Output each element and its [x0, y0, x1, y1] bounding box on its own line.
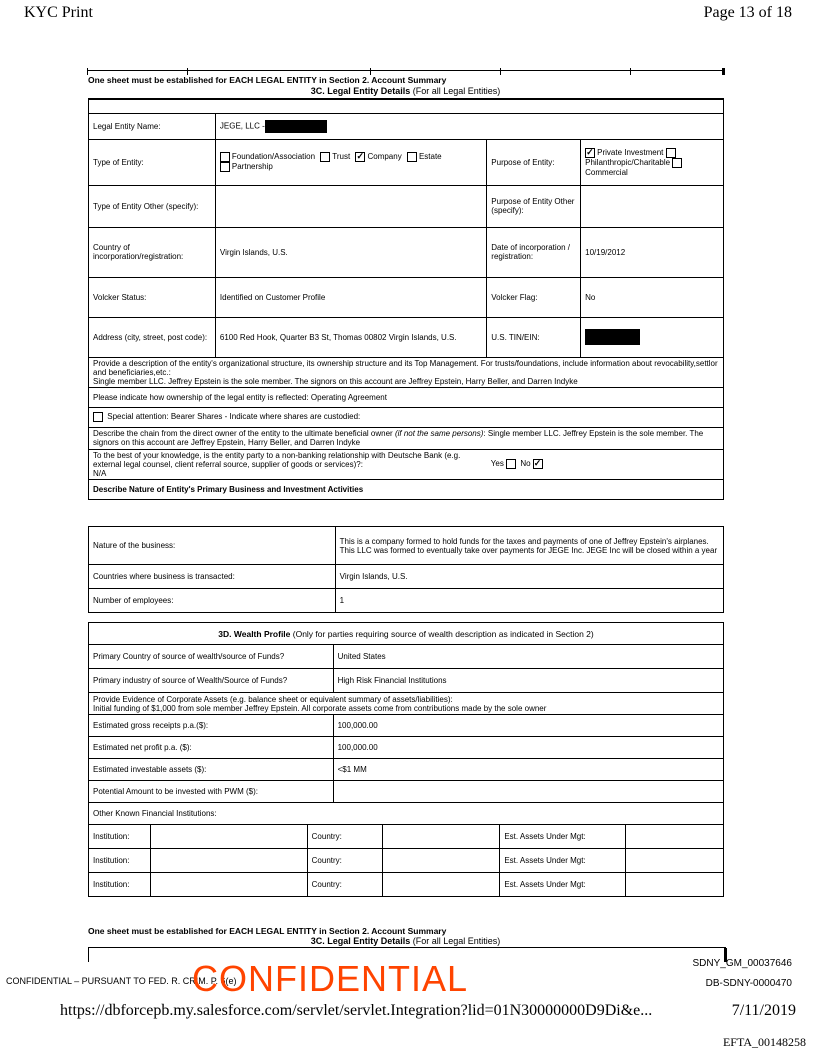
ownership-reflected: Please indicate how ownership of the legal entity is reflected: Operating Agreement	[89, 387, 724, 407]
institution-assets-label: Est. Assets Under Mgt:	[500, 825, 626, 849]
confidential-notice: CONFIDENTIAL – PURSUANT TO FED. R. CRIM. P. 6(e)	[6, 976, 237, 986]
institution-assets-value	[626, 873, 724, 897]
institution-value	[150, 825, 307, 849]
page-number: Page 13 of 18	[703, 4, 792, 21]
type-other-value	[215, 185, 486, 227]
investable-assets-value: <$1 MM	[333, 759, 723, 781]
purpose-other-value	[581, 185, 724, 227]
legal-entity-name-label: Legal Entity Name:	[89, 113, 216, 139]
institution-assets-label: Est. Assets Under Mgt:	[500, 849, 626, 873]
efta-ref: EFTA_00148258	[722, 1035, 806, 1049]
legal-entity-name-value: JEGE, LLC -	[215, 113, 723, 139]
institution-assets-value	[626, 849, 724, 873]
pwm-amount-label: Potential Amount to be invested with PWM ($):	[89, 781, 334, 803]
institution-country-label: Country:	[307, 873, 382, 897]
top-rule	[87, 70, 724, 74]
redaction-bar	[265, 120, 327, 133]
volcker-flag-label: Volcker Flag:	[487, 277, 581, 317]
section-3c-title: 3C. Legal Entity Details (For all Legal Entities)	[310, 86, 501, 96]
checkbox-philanthropic[interactable]	[666, 148, 676, 158]
gross-receipts-label: Estimated gross receipts p.a.($):	[89, 715, 334, 737]
institution-value	[150, 849, 307, 873]
checkbox-partnership[interactable]	[220, 162, 230, 172]
section-3c-title-repeat: 3C. Legal Entity Details (For all Legal Entities)	[310, 936, 501, 946]
country-incorporation-label: Country of incorporation/registration:	[89, 227, 216, 277]
checkbox-company[interactable]	[355, 152, 365, 162]
purpose-other-label: Purpose of Entity Other (specify):	[487, 185, 581, 227]
type-of-entity-label: Type of Entity:	[89, 139, 216, 185]
employees-value: 1	[335, 589, 723, 613]
notice-bottom: One sheet must be established for EACH LEGAL ENTITY in Section 2. Account Summary	[88, 926, 447, 936]
institution-value	[150, 873, 307, 897]
net-profit-label: Estimated net profit p.a. ($):	[89, 737, 334, 759]
checkbox-foundation[interactable]	[220, 152, 230, 162]
institution-country-value	[382, 873, 500, 897]
institution-row	[89, 849, 724, 873]
nature-value: This is a company formed to hold funds for the taxes and payments of one of Jeffrey Epstein's airplanes. This LLC was formed to eventually take over payments for JEGE Inc. JEGE Inc will be closed within a year	[335, 527, 723, 565]
type-of-entity-options: Foundation/Association Trust ✓ Company Estate Partnership	[215, 139, 486, 185]
type-other-label: Type of Entity Other (specify):	[89, 185, 216, 227]
nature-heading: Describe Nature of Entity's Primary Business and Investment Activities	[89, 479, 724, 499]
employees-label: Number of employees:	[89, 589, 336, 613]
checkbox-yes[interactable]	[506, 459, 516, 469]
nature-table	[88, 526, 724, 613]
country-incorporation-value: Virgin Islands, U.S.	[215, 227, 486, 277]
institution-assets-label: Est. Assets Under Mgt:	[500, 873, 626, 897]
checkbox-commercial[interactable]	[672, 158, 682, 168]
institution-country-value	[382, 849, 500, 873]
purpose-of-entity-options: ✓Private Investment Philanthropic/Charitable Commercial	[581, 139, 724, 185]
print-date: 7/11/2019	[731, 1002, 796, 1019]
date-incorporation-value: 10/19/2012	[581, 227, 724, 277]
institution-country-label: Country:	[307, 849, 382, 873]
corporate-assets-evidence: Provide Evidence of Corporate Assets (e.g. balance sheet or equivalent summary of assets/liabilities): Initial funding of $1,000 from sole member Jeffrey Epstein. All corporate assets come from contributions made by the sole owner	[89, 693, 724, 715]
volcker-status-value: Identified on Customer Profile	[215, 277, 486, 317]
institution-assets-value	[626, 825, 724, 849]
redaction-bar	[585, 329, 640, 345]
wealth-industry-label: Primary industry of source of Wealth/Source of Funds?	[89, 669, 334, 693]
other-institutions-label: Other Known Financial Institutions:	[89, 803, 724, 825]
notice-top: One sheet must be established for EACH LEGAL ENTITY in Section 2. Account Summary	[88, 75, 447, 85]
volcker-status-label: Volcker Status:	[89, 277, 216, 317]
gross-receipts-value: 100,000.00	[333, 715, 723, 737]
nature-label: Nature of the business:	[89, 527, 336, 565]
tin-label: U.S. TIN/EIN:	[487, 317, 581, 357]
institution-label: Institution:	[89, 825, 151, 849]
non-banking-relationship-answer: Yes No ✓	[487, 449, 724, 479]
institution-label: Institution:	[89, 849, 151, 873]
volcker-flag-value: No	[581, 277, 724, 317]
bates-ref-2: DB-SDNY-0000470	[705, 978, 792, 989]
bearer-shares-row: Special attention: Bearer Shares - Indicate where shares are custodied:	[89, 407, 724, 427]
wealth-country-value: United States	[333, 645, 723, 669]
checkbox-private-investment[interactable]	[585, 148, 595, 158]
bates-ref-1: SDNY_GM_00037646	[692, 958, 792, 969]
countries-value: Virgin Islands, U.S.	[335, 565, 723, 589]
confidential-stamp: CONFIDENTIAL	[192, 958, 469, 999]
pwm-amount-value	[333, 781, 723, 803]
beneficial-owner-chain: Describe the chain from the direct owner of the entity to the ultimate beneficial owner (if not the same persons): Single member LLC. Jeffrey Epstein is the sole member. The signors on this account are Jeffrey Epstein, Harry Beller, and Darren Indyke	[89, 427, 724, 449]
address-label: Address (city, street, post code):	[89, 317, 216, 357]
address-value: 6100 Red Hook, Quarter B3 St, Thomas 00802 Virgin Islands, U.S.	[215, 317, 486, 357]
non-banking-relationship-question: To the best of your knowledge, is the entity party to a non-banking relationship with Deutsche Bank (e.g. external legal counsel, client referral source, supplier of goods or services)?: N/A	[89, 449, 487, 479]
net-profit-value: 100,000.00	[333, 737, 723, 759]
checkbox-no[interactable]	[533, 459, 543, 469]
structure-description: Provide a description of the entity's organizational structure, its ownership structure and its Top Management. For trusts/foundations, include information about revocability,settlor and beneficiaries,etc.: Single member LLC. Jeffrey Epstein is the sole member. The signors on this account are Jeffrey Epstein, Harry Beller, and Darren Indyke	[89, 357, 724, 387]
section-3d-title: 3D. Wealth Profile (Only for parties requiring source of wealth description as indicated in Section 2)	[89, 623, 724, 645]
legal-entity-table	[88, 98, 724, 500]
page-header-title: KYC Print	[24, 4, 93, 21]
tin-value	[581, 317, 724, 357]
countries-label: Countries where business is transacted:	[89, 565, 336, 589]
checkbox-estate[interactable]	[407, 152, 417, 162]
date-incorporation-label: Date of incorporation / registration:	[487, 227, 581, 277]
checkbox-bearer-shares[interactable]	[93, 412, 103, 422]
wealth-profile-table	[88, 622, 724, 897]
purpose-of-entity-label: Purpose of Entity:	[487, 139, 581, 185]
institution-row	[89, 873, 724, 897]
institution-country-value	[382, 825, 500, 849]
wealth-country-label: Primary Country of source of wealth/source of Funds?	[89, 645, 334, 669]
page-url[interactable]: https://dbforcepb.my.salesforce.com/servlet/servlet.Integration?lid=01N30000000D9Di&e...	[60, 1002, 653, 1019]
wealth-industry-value: High Risk Financial Institutions	[333, 669, 723, 693]
institution-label: Institution:	[89, 873, 151, 897]
institution-row	[89, 825, 724, 849]
institution-country-label: Country:	[307, 825, 382, 849]
investable-assets-label: Estimated investable assets ($):	[89, 759, 334, 781]
checkbox-trust[interactable]	[320, 152, 330, 162]
